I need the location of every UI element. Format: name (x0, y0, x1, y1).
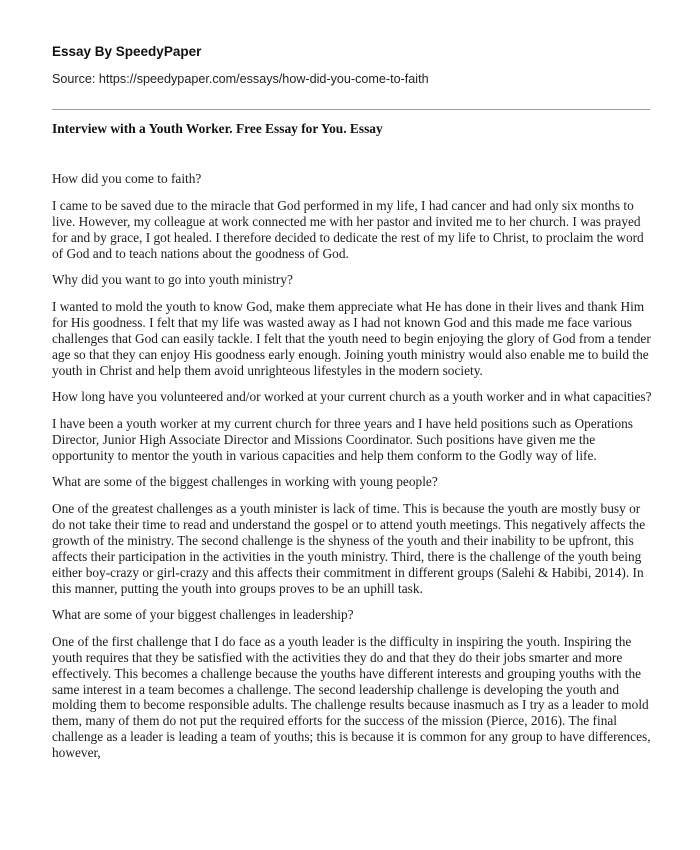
question: What are some of your biggest challenges in leadership? (52, 606, 354, 622)
question: How long have you volunteered and/or worked at your current church as a youth worker and in what capacities? (52, 388, 652, 404)
answer: I have been a youth worker at my current church for three years and I have held positions such as Operations Director, Junior High Associate Director and Missions Coordinator. Such positions have given me the opportunity to mentor the youth in various capacities and help them conform to the Godly way of life. (52, 415, 633, 463)
answer: I came to be saved due to the miracle that God performed in my life, I had cancer and had only six months to live. However, my colleague at work connected me with her pastor and invited me to her church. I was prayed for and by grace, I got healed. I therefore decided to dedicate the rest of my life to Christ, to proclaim the word of God and to teach nations about the goodness of God. (52, 197, 644, 261)
essay-body (52, 171, 652, 772)
essay-title: Interview with a Youth Worker. Free Essay for You. Essay (52, 121, 383, 136)
answer: I wanted to mold the youth to know God, make them appreciate what He has done in their lives and thank Him for His goodness. I felt that my life was wasted away as I had not known God and this made me face various challenges that God can easily tackle. I felt that the youth need to begin enjoying the glory of God from a tender age so that they can enjoy His goodness early enough. Joining youth ministry would also enable me to build the youth in Christ and help them avoid unrighteous lifestyles in the modern society. (52, 298, 651, 378)
divider (52, 109, 650, 110)
answer: One of the first challenge that I do face as a youth leader is the difficulty in inspiring the youth. Inspiring the youth requires that they be satisfied with the activities they do and that they do their jobs smarter and more effectively. This becomes a challenge because the youths have different interests and grouping youths with the same interest in a team becomes a challenge. The second leadership challenge is developing the youth and molding them to become responsible adults. The challenge results because inasmuch as I try as a leader to mold them, many of them do not put the required efforts for the success of the mission (Pierce, 2016). The final challenge as a leader is leading a team of youths; this is because it is common for any group to have differences, however, (52, 633, 651, 761)
source-url[interactable]: Source: https://speedypaper.com/essays/how-did-you-come-to-faith (52, 72, 429, 86)
question: What are some of the biggest challenges in working with young people? (52, 474, 438, 490)
question: Why did you want to go into youth ministry? (52, 272, 293, 288)
site-title: Essay By SpeedyPaper (52, 44, 202, 59)
question: How did you come to faith? (52, 171, 202, 186)
answer: One of the greatest challenges as a youth minister is lack of time. This is because the youth are mostly busy or do not take their time to read and understand the gospel or to attend youth meetings. This negatively affects the growth of the ministry. The second challenge is the shyness of the youth and their inability to be upfront, this affects their participation in the activities in the youth ministry. Third, there is the challenge of the youth being either boy-crazy or girl-crazy and this affects their commitment in different groups (Salehi & Habibi, 2014). In this manner, putting the youth into groups proves to be an uphill task. (52, 501, 646, 596)
